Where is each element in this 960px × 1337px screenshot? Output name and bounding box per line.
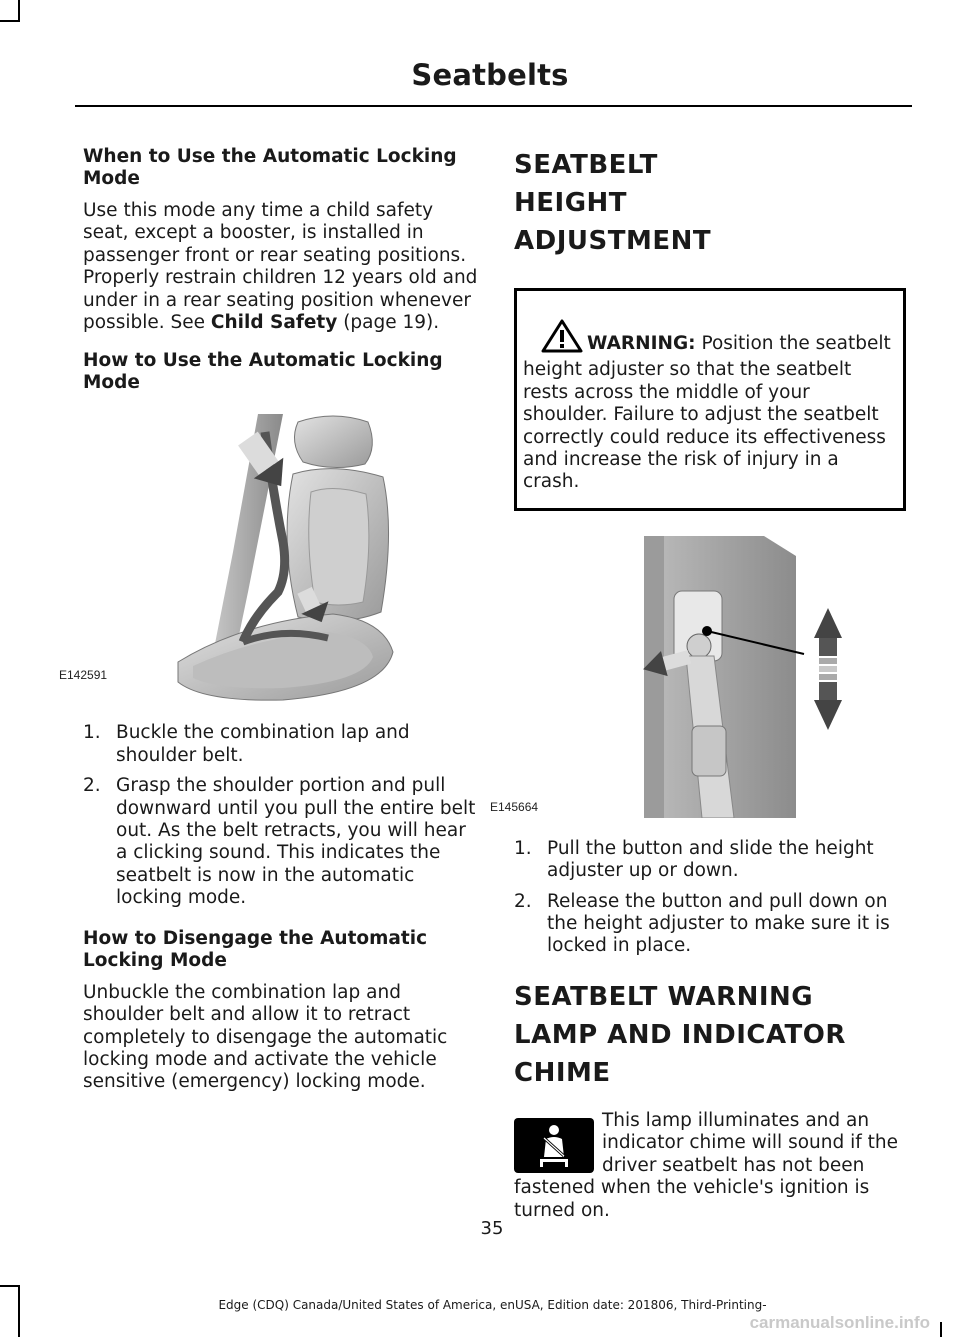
- figure-code: E145664: [490, 799, 539, 814]
- list-item: 1. Buckle the combination lap and shoulder belt.: [83, 722, 410, 766]
- edition-info: Edge (CDQ) Canada/United States of America, enUSA, Edition date: 201806, Third-Printing-: [218, 1298, 767, 1312]
- seat-image: [83, 402, 478, 702]
- left-column: [59, 146, 478, 1110]
- section-title-when-to-use: When to Use the Automatic Locking Mode: [83, 146, 457, 189]
- warning-label: WARNING:: [587, 333, 696, 354]
- child-safety-link[interactable]: Child Safety: [210, 312, 338, 334]
- section-body-disengage: Unbuckle the combination lap and shoulder belt and allow it to retract completely to disengage the automatic locking mode and activate the vehicle sensitive (emergency) locking mode.: [83, 981, 448, 1093]
- step-text: Buckle the combination lap and shoulder belt.: [116, 722, 410, 766]
- list-item: 2. Release the button and pull down on the height adjuster to make sure it is locked in place.: [514, 890, 890, 957]
- page-number: 35: [480, 1218, 504, 1239]
- seat-illustration: [59, 404, 478, 704]
- step-text: Release the button and pull down on the height adjuster to make sure it is locked in place.: [547, 890, 890, 957]
- warning-triangle-icon: [541, 319, 583, 359]
- crop-mark: [18, 0, 20, 22]
- right-column: [490, 146, 906, 1222]
- list-item: 2. Grasp the shoulder portion and pull downward until you pull the entire belt out. As the belt retracts, you will hear a clicking sound. This indicates the seatbelt is now in the automatic locking mode.: [83, 775, 476, 909]
- warning-text: Position the seatbelt height adjuster so that the seatbelt rests across the middle of your shoulder. Failure to adjust the seatbelt correctly could reduce its effectiveness and increase the risk of injury in a crash.: [523, 333, 891, 493]
- heading-warning-lamp: SEATBELT WARNING LAMP AND INDICATOR CHIME: [514, 981, 846, 1088]
- step-text: Pull the button and slide the height adjuster up or down.: [547, 837, 874, 882]
- crop-mark: [0, 1285, 20, 1287]
- page-ref: (page 19).: [337, 312, 440, 334]
- warning-box: [514, 288, 906, 511]
- seatbelt-lamp-icon: [514, 1118, 594, 1173]
- step-text: Grasp the shoulder portion and pull downward until you pull the entire belt out. As the belt retracts, you will hear a clicking sound. This indicates the seatbelt is now in the automatic locking mode.: [116, 775, 476, 909]
- page-title: Seatbelts: [411, 58, 569, 92]
- list-item: 1. Pull the button and slide the height adjuster up or down.: [514, 837, 874, 882]
- crop-mark: [940, 1322, 942, 1337]
- height-adjuster-illustration: [490, 536, 906, 818]
- watermark: carmanualsonline.info: [749, 1313, 930, 1332]
- body-text: Use this mode any time a child safety seat, except a booster, is installed in passenger front or rear seating positions. Properly restrain children 12 years old and under in a rear seating position whenever possible. See: [83, 200, 478, 334]
- section-title-how-to-use: How to Use the Automatic Locking Mode: [83, 350, 443, 394]
- figure-code: E142591: [59, 668, 108, 683]
- heading-height-adjustment: SEATBELT HEIGHT ADJUSTMENT: [514, 150, 712, 256]
- lamp-text: This lamp illuminates and an indicator chime will sound if the driver seatbelt has not been fastened when the vehicle's ignition is turned on.: [514, 1109, 898, 1221]
- lamp-description: [514, 1110, 906, 1222]
- header-divider: [75, 105, 912, 107]
- section-title-disengage: How to Disengage the Automatic Locking Mode: [83, 927, 428, 971]
- crop-mark: [0, 20, 20, 22]
- steps-list-lock: [83, 722, 478, 909]
- height-adjuster-image: [514, 536, 906, 818]
- steps-list-height: [514, 838, 906, 958]
- section-body-when-to-use: [83, 200, 478, 334]
